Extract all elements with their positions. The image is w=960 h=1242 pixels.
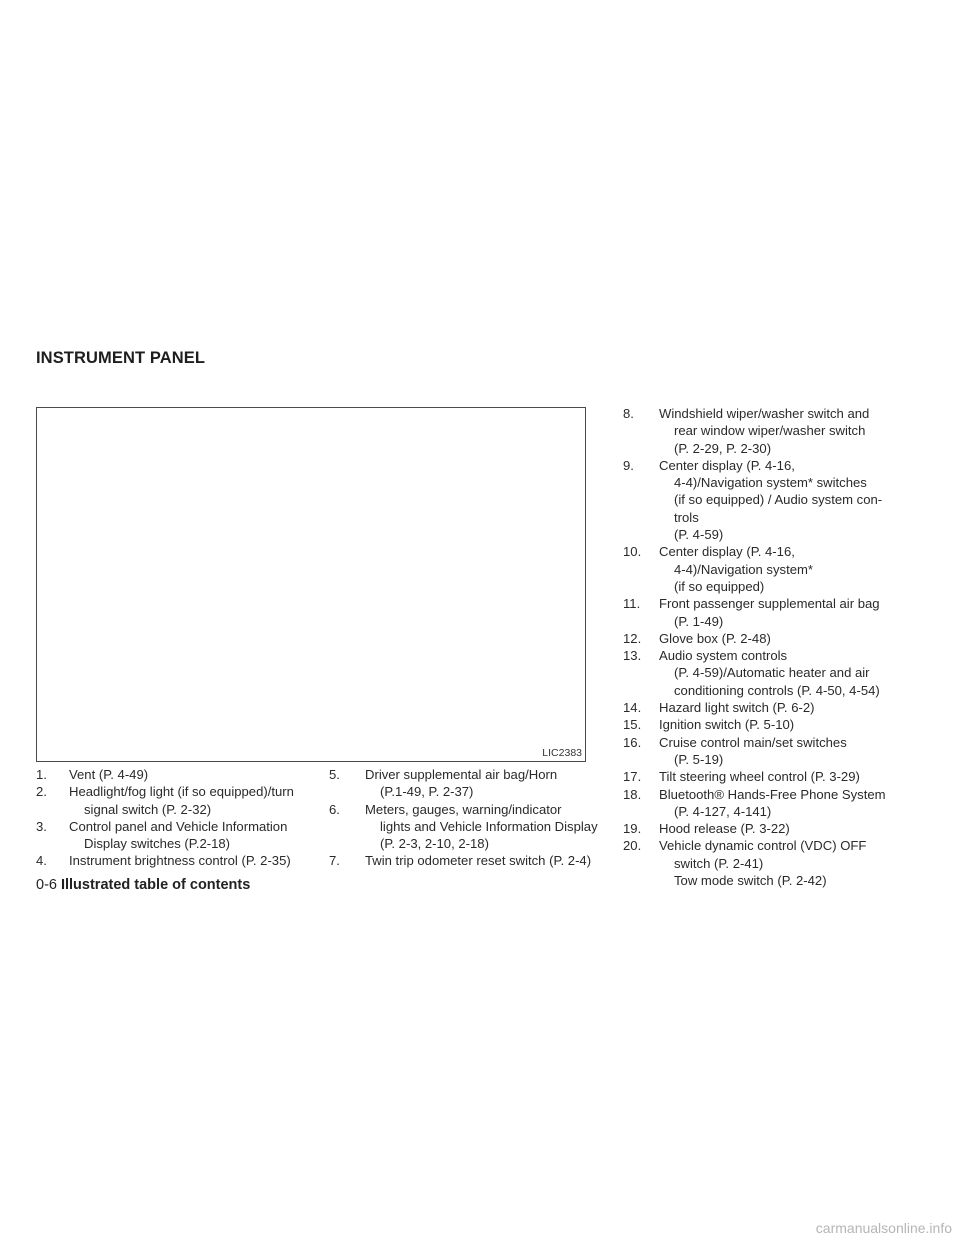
legend-item-line: Display switches (P.2-18) xyxy=(84,836,231,852)
legend-item-number: 13. xyxy=(623,648,642,664)
legend-item-number: 5. xyxy=(329,767,340,782)
legend-item-line: (if so equipped) / Audio system con- xyxy=(674,492,883,508)
legend-item-text xyxy=(69,783,326,818)
legend-item-line: (P. 5-19) xyxy=(674,751,724,767)
legend-item xyxy=(329,852,599,869)
legend-item xyxy=(36,766,326,783)
legend-item-line: conditioning controls (P. 4-50, 4-54) xyxy=(674,682,880,698)
legend-item-text xyxy=(659,716,923,733)
legend-item-text xyxy=(659,543,923,595)
legend-item-line: Tilt steering wheel control (P. 3-29) xyxy=(659,769,860,785)
legend-item-text xyxy=(659,457,923,543)
legend-item-text xyxy=(69,818,326,853)
legend-item-line: Control panel and Vehicle Information xyxy=(69,818,288,834)
legend-item-line: Hazard light switch (P. 6-2) xyxy=(659,700,815,716)
legend-item-line: rear window wiper/washer switch xyxy=(674,423,866,439)
watermark[interactable]: carmanualsonline.info xyxy=(815,1220,952,1236)
legend-item-text xyxy=(659,768,923,785)
legend-item-number: 6. xyxy=(329,801,340,817)
legend-item-line: 4-4)/Navigation system* xyxy=(674,561,813,577)
legend-item-text xyxy=(365,766,599,801)
legend-item xyxy=(623,595,923,630)
legend-item-line: Bluetooth® Hands-Free Phone System xyxy=(659,786,886,802)
page-footer xyxy=(36,877,250,893)
legend-item-number: 9. xyxy=(623,457,634,473)
legend-item-line: (P. 4-59)/Automatic heater and air xyxy=(674,665,870,681)
legend-item-number: 8. xyxy=(623,406,634,421)
legend-item-line: (P. 4-127, 4-141) xyxy=(674,803,772,819)
legend-item xyxy=(623,716,923,733)
legend-item-line: Center display (P. 4-16, xyxy=(659,544,795,560)
legend-item-line: (P.1-49, P. 2-37) xyxy=(380,784,474,800)
legend-item-line: (P. 1-49) xyxy=(674,613,724,629)
legend-item-line: (if so equipped) xyxy=(674,578,765,594)
legend-item-line: (P. 4-59) xyxy=(674,527,724,543)
legend-item xyxy=(329,801,599,853)
section-title: INSTRUMENT PANEL xyxy=(36,349,206,367)
legend-item xyxy=(36,852,326,869)
legend-item-line: (P. 2-29, P. 2-30) xyxy=(674,440,772,456)
legend-item-line: trols xyxy=(674,509,699,525)
legend-item-line: Hood release (P. 3-22) xyxy=(659,821,790,837)
instrument-panel-figure xyxy=(36,407,586,762)
legend-item-number: 19. xyxy=(623,821,642,837)
legend-item-number: 18. xyxy=(623,786,642,802)
legend-item xyxy=(623,820,923,837)
legend-item-line: Front passenger supplemental air bag xyxy=(659,596,880,612)
legend-item xyxy=(329,766,599,801)
legend-item-line: 4-4)/Navigation system* switches xyxy=(674,475,867,491)
legend-item-line: Meters, gauges, warning/indicator xyxy=(365,801,562,817)
legend-item xyxy=(36,783,326,818)
legend-item-number: 7. xyxy=(329,853,340,869)
legend-item-number: 10. xyxy=(623,544,642,560)
legend-item-line: lights and Vehicle Information Display xyxy=(380,818,598,834)
legend-item-line: Instrument brightness control (P. 2-35) xyxy=(69,853,291,869)
legend-item-number: 11. xyxy=(623,596,641,612)
legend-item-number: 12. xyxy=(623,630,642,646)
legend-column-3 xyxy=(623,405,923,889)
legend-item-line: Tow mode switch (P. 2-42) xyxy=(674,873,827,889)
legend-item xyxy=(623,647,923,699)
figure-code: LIC2383 xyxy=(542,747,582,759)
legend-item-text xyxy=(365,852,599,869)
legend-item-line: switch (P. 2-41) xyxy=(674,855,764,871)
footer-title: Illustrated table of contents xyxy=(60,877,251,893)
legend-item-line: Center display (P. 4-16, xyxy=(659,457,795,473)
page-number: 0-6 xyxy=(36,877,57,893)
legend-item-text xyxy=(659,405,923,457)
legend-item-line: Windshield wiper/washer switch and xyxy=(659,406,870,421)
legend-item xyxy=(623,837,923,889)
legend-item-number: 14. xyxy=(623,700,642,716)
legend-item-number: 20. xyxy=(623,838,642,854)
legend-item-line: (P. 2-3, 2-10, 2-18) xyxy=(380,836,489,852)
legend-item-text xyxy=(659,699,923,716)
legend-item-number: 3. xyxy=(36,818,47,834)
legend-item-text xyxy=(659,820,923,837)
legend-item xyxy=(623,699,923,716)
legend-item-line: Headlight/fog light (if so equipped)/turn xyxy=(69,784,294,800)
legend-item-number: 2. xyxy=(36,784,47,800)
legend-item-text xyxy=(659,630,923,647)
legend-item-text xyxy=(659,734,923,769)
legend-item-line: Audio system controls xyxy=(659,648,788,664)
legend-item-line: Vent (P. 4-49) xyxy=(69,767,149,782)
legend-item-line: Glove box (P. 2-48) xyxy=(659,630,771,646)
legend-item xyxy=(623,457,923,543)
legend-item xyxy=(623,768,923,785)
legend-item-line: signal switch (P. 2-32) xyxy=(84,801,212,817)
legend-item-text xyxy=(659,647,923,699)
legend-item-text xyxy=(659,595,923,630)
legend-item-number: 15. xyxy=(623,717,642,733)
legend-column-2 xyxy=(329,766,599,870)
legend-item-text xyxy=(69,852,326,869)
legend-item xyxy=(36,818,326,853)
legend-item-text xyxy=(659,786,923,821)
legend-item xyxy=(623,786,923,821)
legend-item-text xyxy=(659,837,923,889)
legend-column-1 xyxy=(36,766,326,870)
legend-item-line: Driver supplemental air bag/Horn xyxy=(365,767,558,782)
legend-item-text xyxy=(69,766,326,783)
legend-item-line: Vehicle dynamic control (VDC) OFF xyxy=(659,838,867,854)
legend-item-number: 1. xyxy=(36,767,47,782)
legend-item-line: Cruise control main/set switches xyxy=(659,734,847,750)
legend-item-number: 16. xyxy=(623,734,642,750)
legend-item xyxy=(623,734,923,769)
legend-item-line: Ignition switch (P. 5-10) xyxy=(659,717,795,733)
legend-item xyxy=(623,543,923,595)
legend-item-text xyxy=(365,801,599,853)
legend-item-line: Twin trip odometer reset switch (P. 2-4) xyxy=(365,853,592,869)
legend-item-number: 4. xyxy=(36,853,47,869)
legend-item xyxy=(623,630,923,647)
legend-item xyxy=(623,405,923,457)
legend-item-number: 17. xyxy=(623,769,642,785)
